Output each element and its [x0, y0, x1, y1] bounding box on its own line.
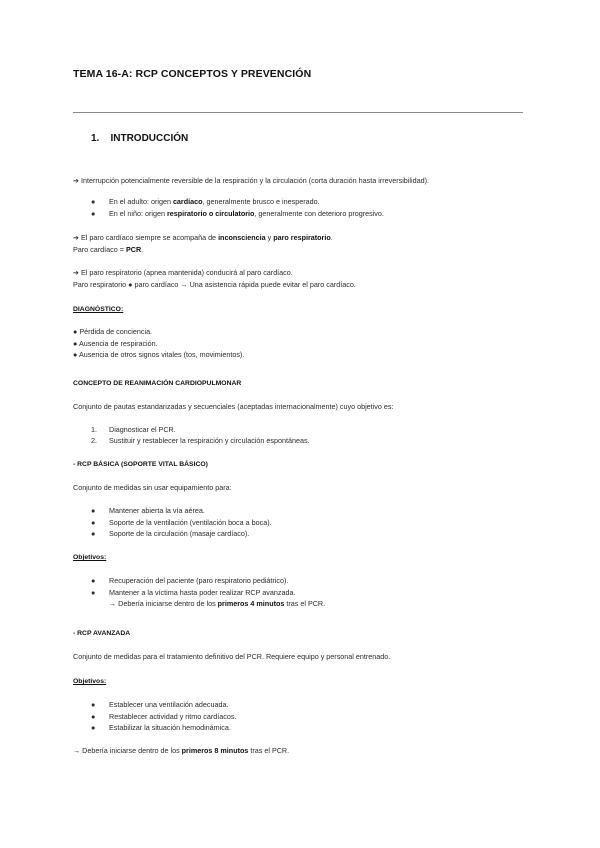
basic-item: Mantener abierta la vía aérea.: [109, 506, 205, 515]
basic-heading: - RCP BÁSICA (SOPORTE VITAL BÁSICO): [73, 461, 208, 468]
concept-item-number: 1.: [91, 425, 97, 434]
concept-item-number: 2.: [91, 436, 97, 445]
diagnosis-heading: DIAGNÓSTICO:: [73, 306, 124, 313]
concept-text: Conjunto de pautas estandarizadas y secuenciales (aceptadas internacionalmente) cuyo objetivo es:: [73, 402, 394, 411]
bullet-marker: ●: [91, 197, 96, 206]
bullet-marker: ●: [91, 588, 96, 597]
basic-objective: Mantener a la víctima hasta poder realizar RCP avanzada.: [109, 588, 296, 597]
advanced-objective: Estabilizar la situación hemodinámica.: [109, 723, 231, 732]
bullet-marker: ●: [91, 712, 96, 721]
basic-item: Soporte de la ventilación (ventilación boca a boca).: [109, 518, 272, 527]
diagnosis-item: ● Ausencia de otros signos vitales (tos, movimientos).: [73, 350, 245, 359]
bullet-marker: ●: [91, 723, 96, 732]
concept-item: Diagnosticar el PCR.: [109, 425, 176, 434]
bullet-marker: ●: [91, 700, 96, 709]
paragraph-pcr: Paro cardíaco = PCR.: [73, 245, 144, 254]
paragraph-paro-respiratorio: ➔ El paro respiratorio (apnea mantenida) conducirá al paro cardíaco.: [73, 268, 293, 277]
diagnosis-item: ● Ausencia de respiración.: [73, 339, 158, 348]
advanced-heading: - RCP AVANZADA: [73, 630, 131, 637]
bullet-marker: ●: [91, 518, 96, 527]
document-title: TEMA 16-A: RCP CONCEPTOS Y PREVENCIÓN: [73, 68, 312, 80]
bullet-marker: ●: [91, 529, 96, 538]
basic-text: Conjunto de medidas sin usar equipamiento para:: [73, 483, 232, 492]
list-item-adult: En el adulto: origen cardíaco, generalmente brusco e inesperado.: [109, 197, 320, 206]
diagnosis-item: ● Pérdida de conciencia.: [73, 327, 153, 336]
basic-note: → Debería iniciarse dentro de los primeros 4 minutos tras el PCR.: [109, 599, 326, 608]
intro-paragraph: ➔ Interrupción potencialmente reversible de la respiración y la circulación (corta duración hasta irreversibilidad).: [73, 176, 429, 185]
basic-objective: Recuperación del paciente (paro respiratorio pediátrico).: [109, 576, 289, 585]
section-number: 1.: [91, 133, 100, 144]
section-title: INTRODUCCIÓN: [110, 133, 189, 144]
paragraph-asistencia: Paro respiratorio ● paro cardíaco → Una asistencia rápida puede evitar el paro cardíaco.: [73, 280, 356, 289]
bullet-marker: ●: [91, 209, 96, 218]
advanced-note: → Debería iniciarse dentro de los primeros 8 minutos tras el PCR.: [73, 746, 290, 755]
paragraph-paro-cardiaco: ➔ El paro cardíaco siempre se acompaña de inconsciencia y paro respiratorio.: [73, 233, 333, 242]
advanced-objective: Restablecer actividad y ritmo cardíacos.: [109, 712, 237, 721]
basic-item: Soporte de la circulación (masaje cardíaco).: [109, 529, 250, 538]
concept-heading: CONCEPTO DE REANIMACIÓN CARDIOPULMONAR: [73, 380, 242, 387]
bullet-marker: ●: [91, 576, 96, 585]
list-item-child: En el niño: origen respiratorio o circulatorio, generalmente con deterioro progresivo.: [109, 209, 384, 218]
advanced-objective: Establecer una ventilación adecuada.: [109, 700, 229, 709]
section-heading-introduccion: [91, 133, 188, 144]
title-divider: [73, 112, 523, 113]
bullet-marker: ●: [91, 506, 96, 515]
basic-objectives-heading: Objetivos:: [73, 554, 107, 561]
concept-item: Sustituir y restablecer la respiración y circulación espontáneas.: [109, 436, 310, 445]
advanced-objectives-heading: Objetivos:: [73, 678, 107, 685]
advanced-text: Conjunto de medidas para el tratamiento definitivo del PCR. Requiere equipo y personal entrenado.: [73, 652, 391, 661]
